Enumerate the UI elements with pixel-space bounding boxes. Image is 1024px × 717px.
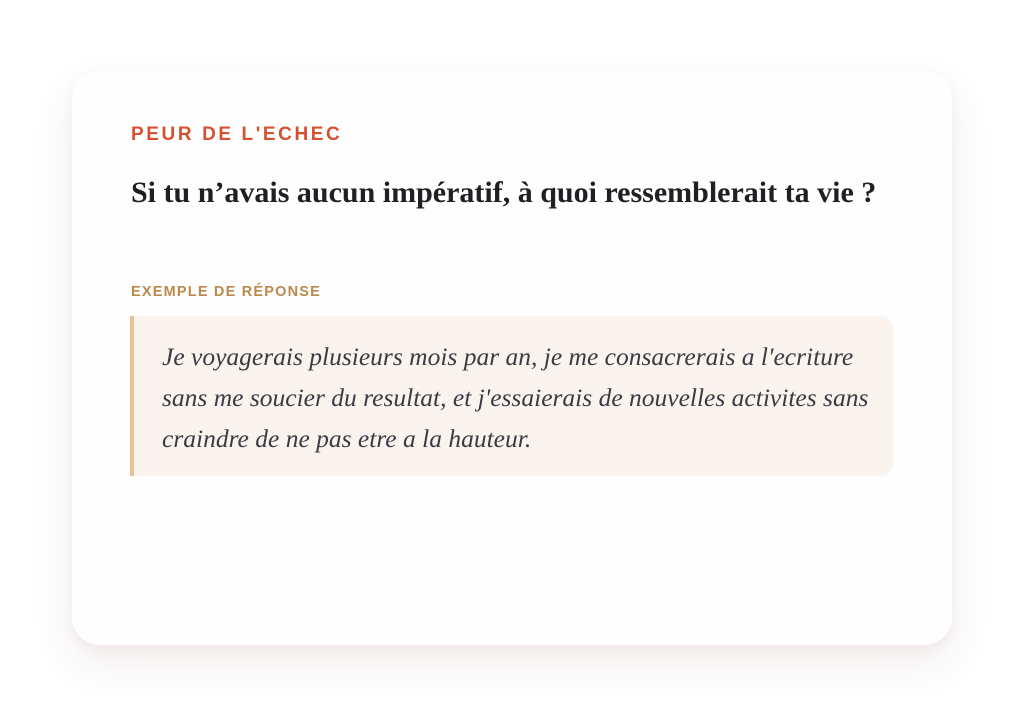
example-answer-label: EXEMPLE DE RÉPONSE: [131, 284, 321, 300]
example-answer-quote: [130, 316, 893, 476]
prompt-card: [72, 71, 952, 645]
example-answer-text: Je voyagerais plusieurs mois par an, je me consacrerais a l'ecriture sans me soucier du resultat, et j'essaierais de nouvelles activites sans craindre de ne pas etre a la hauteur.: [162, 342, 869, 453]
category-label: PEUR DE L'ECHEC: [131, 124, 343, 145]
question-heading: Si tu n’avais aucun impératif, à quoi ressemblerait ta vie ?: [131, 176, 877, 209]
